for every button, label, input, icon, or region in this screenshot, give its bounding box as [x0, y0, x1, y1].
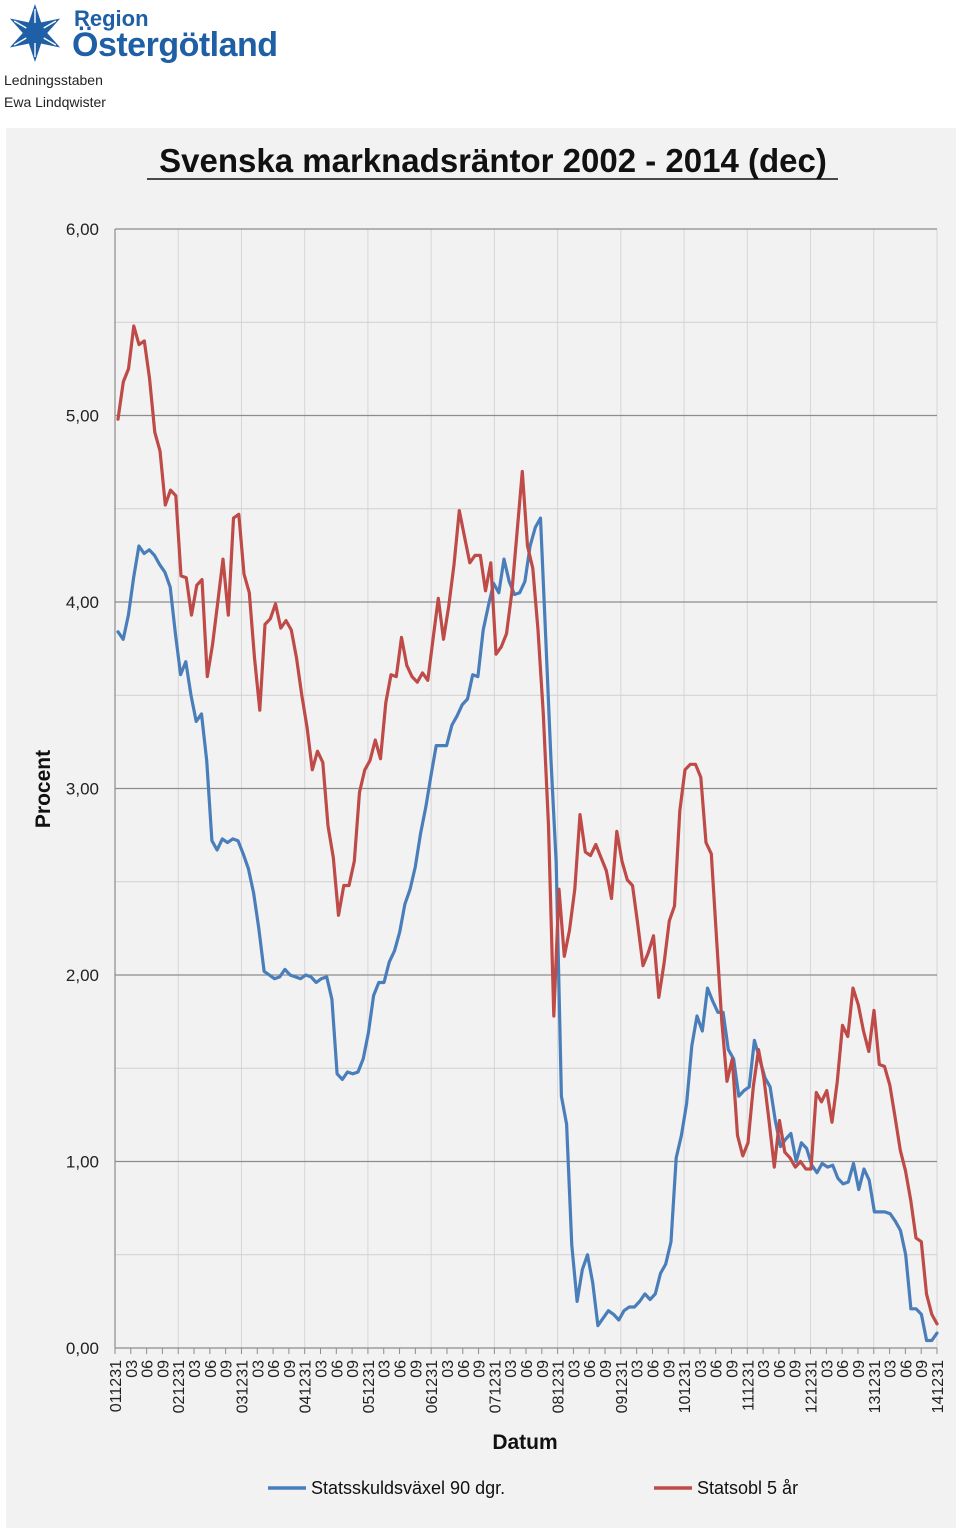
- x-tick-label: 06: [455, 1360, 473, 1378]
- x-tick-label: 03: [250, 1360, 268, 1378]
- x-tick-label: 03: [692, 1360, 710, 1378]
- x-tick-label: 121231: [803, 1360, 821, 1414]
- legend-label-statsskuldsvaxel: Statsskuldsväxel 90 dgr.: [311, 1478, 506, 1498]
- x-tick-label: 09: [345, 1360, 363, 1378]
- x-tick-label: 09: [850, 1360, 868, 1378]
- x-tick-label: 06: [202, 1360, 220, 1378]
- x-tick-label: 061231: [424, 1360, 442, 1414]
- x-tick-label: 06: [708, 1360, 726, 1378]
- x-tick-label: 09: [534, 1360, 552, 1378]
- brand-name-line1: Region: [74, 6, 149, 31]
- x-axis-title: Datum: [492, 1431, 558, 1454]
- x-tick-label: 09: [281, 1360, 299, 1378]
- x-tick-label: 091231: [613, 1360, 631, 1414]
- series-line-statsskuldsvaxel: [118, 518, 937, 1340]
- x-tick-label: 09: [408, 1360, 426, 1378]
- x-tick-label: 09: [471, 1360, 489, 1378]
- series-lines: [118, 326, 937, 1341]
- x-tick-label: 06: [898, 1360, 916, 1378]
- x-tick-label: 101231: [677, 1360, 695, 1414]
- x-tick-label: 06: [645, 1360, 663, 1378]
- x-tick-label: 06: [266, 1360, 284, 1378]
- x-tick-label: 011231: [108, 1360, 125, 1413]
- y-axis-tick-labels: [66, 220, 99, 1358]
- x-tick-label: 06: [139, 1360, 157, 1378]
- x-tick-label: 06: [392, 1360, 410, 1378]
- x-tick-label: 06: [519, 1360, 536, 1378]
- x-tick-label: 051231: [360, 1360, 378, 1414]
- x-tick-label: 111231: [740, 1360, 758, 1412]
- x-tick-label: 09: [598, 1360, 616, 1378]
- y-tick-label: 1,00: [65, 1152, 99, 1172]
- x-tick-label: 03: [123, 1360, 141, 1378]
- legend: [268, 1478, 798, 1498]
- y-axis-title: Procent: [32, 749, 55, 829]
- x-tick-label: 031231: [234, 1360, 252, 1414]
- x-tick-label: 071231: [487, 1360, 505, 1414]
- x-tick-label: 09: [787, 1360, 805, 1378]
- x-tick-label: 03: [566, 1360, 584, 1378]
- x-tick-label: 041231: [297, 1360, 315, 1414]
- x-tick-label: 09: [218, 1360, 236, 1378]
- y-tick-label: 5,00: [65, 406, 99, 426]
- brand-name-line2: Östergötland: [72, 26, 278, 64]
- legend-label-statsobl: Statsobl 5 år: [697, 1478, 799, 1498]
- x-tick-label: 081231: [550, 1360, 568, 1414]
- x-tick-label: 03: [187, 1360, 205, 1378]
- x-tick-label: 03: [313, 1360, 331, 1378]
- x-tick-label: 131231: [866, 1360, 884, 1414]
- x-tick-label: 141231: [930, 1360, 947, 1414]
- grid-layer: [115, 229, 937, 1354]
- y-tick-label: 6,00: [65, 220, 99, 239]
- x-axis-tick-labels: [108, 1360, 947, 1413]
- x-tick-label: 06: [771, 1360, 789, 1378]
- x-tick-label: 03: [439, 1360, 457, 1378]
- x-tick-label: 03: [756, 1360, 774, 1378]
- x-tick-label: 09: [155, 1360, 173, 1378]
- x-tick-label: 09: [661, 1360, 679, 1378]
- x-tick-label: 021231: [171, 1360, 189, 1414]
- chart-title: Svenska marknadsräntor 2002 - 2014 (dec): [159, 142, 827, 179]
- x-tick-label: 06: [582, 1360, 600, 1378]
- series-line-statsobl: [118, 326, 937, 1324]
- x-tick-label: 06: [329, 1360, 347, 1378]
- author-name: Ewa Lindqwister: [4, 94, 106, 110]
- x-tick-label: 06: [835, 1360, 853, 1378]
- x-tick-label: 03: [629, 1360, 647, 1378]
- department-name: Ledningsstaben: [4, 72, 103, 88]
- x-tick-label: 03: [376, 1360, 394, 1378]
- x-tick-label: 03: [819, 1360, 837, 1378]
- y-tick-label: 2,00: [65, 966, 99, 985]
- x-tick-label: 03: [882, 1360, 900, 1378]
- x-tick-label: 03: [503, 1360, 521, 1378]
- x-tick-label: 09: [724, 1360, 742, 1378]
- x-tick-label: 09: [914, 1360, 932, 1378]
- y-tick-label: 0,00: [65, 1339, 99, 1358]
- y-tick-label: 3,00: [65, 779, 99, 799]
- y-tick-label: 4,00: [65, 593, 99, 612]
